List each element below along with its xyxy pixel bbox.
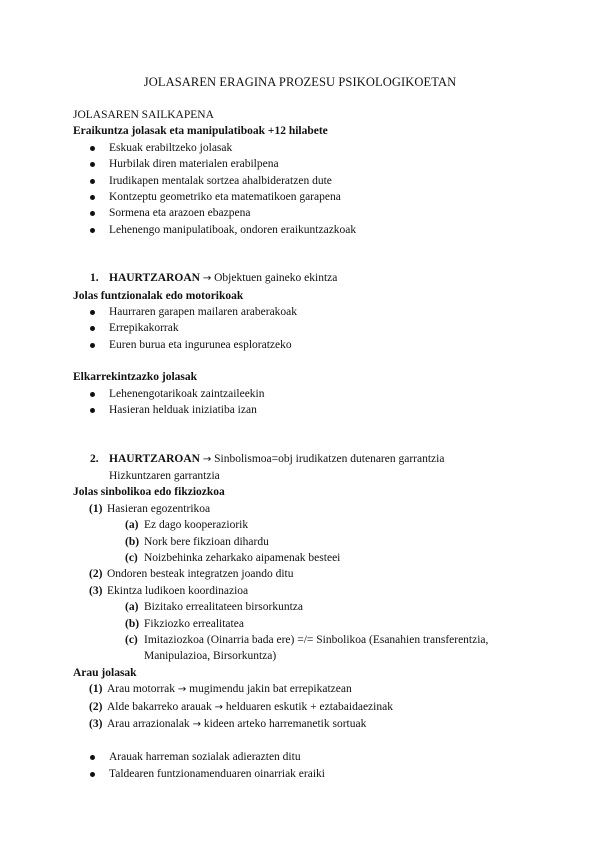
bullet-icon — [90, 195, 95, 200]
lettered-item: (a) Ez dago kooperaziorik — [125, 519, 249, 532]
arrow-right-icon: → — [202, 453, 212, 465]
stage-1-heading: 1. HAURTZAROAN → Objektuen gaineko ekintza — [90, 272, 338, 285]
subsection-heading: Jolas funtzionalak edo motorikoak — [73, 289, 244, 302]
bullet-list — [73, 386, 543, 419]
lettered-item: (b) Nork bere fikzioan dihardu — [125, 535, 269, 548]
lettered-item: (c) Imitaziozkoa (Oinarria bada ere) =/= Sinbolikoa (Esanahien transferentzia, Manipulazioa, Birsorkuntza) — [125, 633, 489, 663]
document-title: JOLASAREN ERAGINA PROZESU PSIKOLOGIKOETAN — [143, 75, 457, 89]
bullet-icon — [90, 211, 95, 216]
arrow-right-icon: → — [192, 719, 201, 730]
list-item: Euren burua eta ingurunea esploratzeko — [73, 337, 543, 353]
numbered-item: (1) Arau motorrak → mugimendu jakin bat errepikatzean — [89, 683, 352, 696]
bullet-list — [73, 749, 543, 782]
bullet-icon — [90, 228, 95, 233]
list-item: Hurbilak diren materialen erabilpena — [73, 156, 543, 172]
section-subheading: Eraikuntza jolasak eta manipulatiboak +12 hilabete — [73, 125, 328, 138]
bullet-icon — [90, 162, 95, 167]
list-item: Lehenengotarikoak zaintzaileekin — [73, 386, 543, 402]
stage-2-heading: 2. HAURTZAROAN → Sinbolismoa=obj irudikatzen dutenaren garrantzia Hizkuntzaren garrantzia — [90, 452, 445, 482]
list-item: Irudikapen mentalak sortzea ahalbideratzen dute — [73, 173, 543, 189]
bullet-icon — [90, 326, 95, 331]
arrow-right-icon: → — [177, 684, 187, 696]
subsection-heading: Arau jolasak — [73, 666, 137, 679]
bullet-icon — [90, 392, 95, 397]
bullet-icon — [90, 772, 95, 777]
numbered-item: (3) Ekintza ludikoen koordinazioa — [89, 584, 249, 597]
bullet-icon — [90, 408, 95, 413]
bullet-list — [73, 140, 543, 238]
bullet-icon — [90, 343, 95, 348]
section-heading: JOLASAREN SAILKAPENA — [73, 109, 214, 121]
lettered-item: (b) Fikziozko errealitatea — [125, 617, 244, 630]
subsection-heading: Jolas sinbolikoa edo fikziozkoa — [73, 486, 225, 499]
list-item: Arauak harreman sozialak adierazten ditu — [73, 749, 543, 765]
arrow-right-icon: → — [202, 273, 212, 285]
list-item: Hasieran helduak iniziatiba izan — [73, 402, 543, 418]
arrow-right-icon: → — [214, 701, 223, 713]
document-body — [73, 107, 543, 782]
bullet-icon — [90, 179, 95, 184]
list-item: Kontzeptu geometriko eta matematikoen garapena — [73, 189, 543, 205]
numbered-item: (2) Alde bakarreko arauak → helduaren eskutik + eztabaidaezinak — [89, 700, 393, 713]
numbered-item: (3) Arau arrazionalak → kideen arteko harremanetik sortuak — [89, 718, 367, 730]
list-item: Haurraren garapen mailaren araberakoak — [73, 304, 543, 320]
list-item: Lehenengo manipulatiboak, ondoren eraikuntzazkoak — [73, 222, 543, 238]
lettered-item: (a) Bizitako errealitateen birsorkuntza — [125, 601, 304, 614]
lettered-item: (c) Noizbehinka zeharkako aipamenak besteei — [125, 551, 341, 564]
subsection-heading: Elkarrekintzazko jolasak — [73, 371, 198, 384]
list-item: Eskuak erabiltzeko jolasak — [73, 140, 543, 156]
bullet-list — [73, 304, 543, 353]
bullet-icon — [90, 755, 95, 760]
bullet-icon — [90, 310, 95, 315]
bullet-icon — [90, 146, 95, 151]
list-item: Taldearen funtzionamenduaren oinarriak eraiki — [73, 766, 543, 782]
numbered-item: (2) Ondoren besteak integratzen joando ditu — [89, 568, 294, 581]
numbered-item: (1) Hasieran egozentrikoa — [89, 502, 211, 515]
list-item: Errepikakorrak — [73, 320, 543, 336]
list-item: Sormena eta arazoen ebazpena — [73, 205, 543, 221]
